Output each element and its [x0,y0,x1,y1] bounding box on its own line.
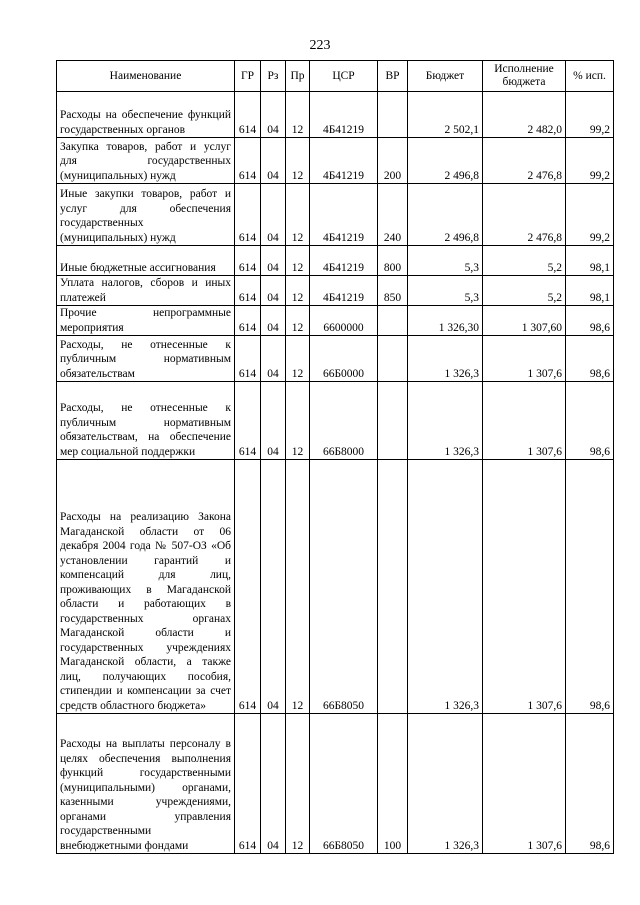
table-row [57,382,614,460]
row-pr: 12 [286,276,310,306]
row-percent: 98,6 [566,306,614,336]
row-csr: 6600000 [310,306,378,336]
row-rz: 04 [261,92,286,138]
row-gr: 614 [235,92,261,138]
row-percent: 98,6 [566,714,614,854]
row-execution: 1 307,6 [483,460,566,714]
row-vr [378,306,408,336]
page-number: 223 [309,38,331,53]
row-vr: 240 [378,184,408,246]
row-pr: 12 [286,714,310,854]
row-execution: 2 482,0 [483,92,566,138]
row-gr: 614 [235,714,261,854]
row-rz: 04 [261,714,286,854]
row-vr: 100 [378,714,408,854]
row-vr [378,336,408,382]
row-percent: 98,6 [566,460,614,714]
row-percent: 99,2 [566,184,614,246]
row-percent: 99,2 [566,92,614,138]
row-execution: 5,2 [483,246,566,276]
row-budget: 2 496,8 [408,138,483,184]
table-row [57,246,614,276]
row-vr [378,382,408,460]
row-percent: 98,1 [566,276,614,306]
row-csr: 4Б41219 [310,276,378,306]
table-row [57,276,614,306]
row-gr: 614 [235,336,261,382]
row-pr: 12 [286,246,310,276]
row-budget: 2 496,8 [408,184,483,246]
header-budget: Бюджет [408,61,483,92]
row-percent: 98,1 [566,246,614,276]
table-row [57,184,614,246]
header-pr: Пр [286,61,310,92]
row-csr: 4Б41219 [310,138,378,184]
row-rz: 04 [261,246,286,276]
row-pr: 12 [286,382,310,460]
row-vr [378,92,408,138]
row-pr: 12 [286,460,310,714]
row-execution: 1 307,6 [483,336,566,382]
row-gr: 614 [235,246,261,276]
row-execution: 1 307,60 [483,306,566,336]
row-gr: 614 [235,184,261,246]
row-rz: 04 [261,336,286,382]
row-csr: 66Б8050 [310,714,378,854]
budget-table [56,60,614,854]
row-budget: 1 326,3 [408,382,483,460]
row-csr: 66Б0000 [310,336,378,382]
header-percent: % исп. [566,61,614,92]
row-budget: 5,3 [408,276,483,306]
row-percent: 98,6 [566,336,614,382]
row-rz: 04 [261,276,286,306]
row-name: Прочие непрограммные мероприятия [57,306,235,336]
row-pr: 12 [286,92,310,138]
header-gr: ГР [235,61,261,92]
row-csr: 66Б8050 [310,460,378,714]
row-execution: 2 476,8 [483,138,566,184]
header-csr: ЦСР [310,61,378,92]
row-vr [378,460,408,714]
row-gr: 614 [235,460,261,714]
row-execution: 1 307,6 [483,382,566,460]
row-percent: 99,2 [566,138,614,184]
row-name: Расходы на выплаты персоналу в целях обеспечения выполнения функций государственными (муниципальными) органами, казенными учреждениями, органами управления государственными внебюджетными фондами [57,714,235,854]
row-rz: 04 [261,306,286,336]
table-row [57,306,614,336]
row-name: Закупка товаров, работ и услуг для государственных (муниципальных) нужд [57,138,235,184]
row-budget: 5,3 [408,246,483,276]
row-rz: 04 [261,184,286,246]
row-pr: 12 [286,138,310,184]
row-vr: 200 [378,138,408,184]
row-name: Расходы, не отнесенные к публичным нормативным обязательствам [57,336,235,382]
row-pr: 12 [286,306,310,336]
row-name: Иные бюджетные ассигнования [57,246,235,276]
row-budget: 1 326,3 [408,336,483,382]
row-percent: 98,6 [566,382,614,460]
row-vr: 850 [378,276,408,306]
row-vr: 800 [378,246,408,276]
table-row [57,460,614,714]
row-csr: 4Б41219 [310,92,378,138]
row-pr: 12 [286,184,310,246]
row-budget: 1 326,30 [408,306,483,336]
row-rz: 04 [261,460,286,714]
table-row [57,714,614,854]
header-vr: ВР [378,61,408,92]
header-name: Наименование [57,61,235,92]
row-csr: 66Б8000 [310,382,378,460]
row-budget: 2 502,1 [408,92,483,138]
header-execution: Исполнение бюджета [483,61,566,92]
row-execution: 1 307,6 [483,714,566,854]
table-row [57,138,614,184]
table-row [57,92,614,138]
table-header-row [57,61,614,92]
row-gr: 614 [235,138,261,184]
row-gr: 614 [235,306,261,336]
row-execution: 2 476,8 [483,184,566,246]
row-name: Расходы на реализацию Закона Магаданской области от 06 декабря 2004 года № 507-ОЗ «Об установлении гарантий и компенсаций для лиц, проживающих в Магаданской области и работающих в государственных органах Магаданской области и государственных учреждениях Магаданской области, а также лиц, получающих пособия, стипендии и компенсации за счет средств областного бюджета» [57,460,235,714]
row-csr: 4Б41219 [310,184,378,246]
row-budget: 1 326,3 [408,714,483,854]
row-rz: 04 [261,382,286,460]
row-pr: 12 [286,336,310,382]
row-gr: 614 [235,382,261,460]
row-gr: 614 [235,276,261,306]
header-rz: Рз [261,61,286,92]
row-name: Уплата налогов, сборов и иных платежей [57,276,235,306]
row-budget: 1 326,3 [408,460,483,714]
table-row [57,336,614,382]
row-name: Расходы, не отнесенные к публичным нормативным обязательствам, на обеспечение мер социальной поддержки [57,382,235,460]
row-execution: 5,2 [483,276,566,306]
row-csr: 4Б41219 [310,246,378,276]
row-name: Расходы на обеспечение функций государственных органов [57,92,235,138]
row-name: Иные закупки товаров, работ и услуг для обеспечения государственных (муниципальных) нужд [57,184,235,246]
row-rz: 04 [261,138,286,184]
